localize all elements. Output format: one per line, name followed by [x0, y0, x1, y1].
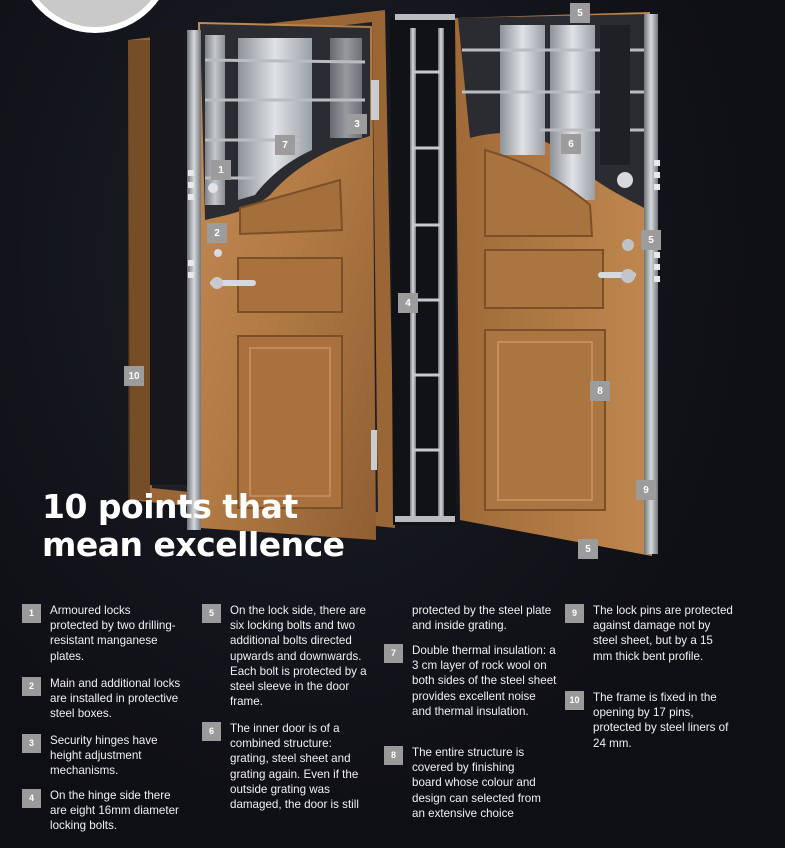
point-number: 10 [565, 691, 584, 710]
point-text: Security hinges have height adjustment mechanisms. [50, 734, 158, 778]
point-number: 8 [384, 746, 403, 765]
right-door-leaf [455, 12, 660, 556]
callout-badge: 10 [124, 366, 144, 386]
point-text: Main and additional locks are installed in protective steel boxes. [50, 677, 181, 721]
point-number: 5 [202, 604, 221, 623]
callout-badge: 5 [578, 539, 598, 559]
callout-badge: 4 [398, 293, 418, 313]
point-text: The lock pins are protected against damage not by steel sheet, but by a 15 mm thick bent profile. [593, 604, 733, 663]
point-number: 6 [202, 722, 221, 741]
point-number: 4 [22, 789, 41, 808]
callout-badge: 9 [636, 480, 656, 500]
callout-badge: 2 [207, 223, 227, 243]
point-text: Armoured locks protected by two drilling-resistant manganese plates. [50, 604, 176, 663]
headline-line-1: 10 points that [42, 487, 298, 526]
point-text: The entire structure is covered by finishing board whose colour and design can selected from an extensive choice [412, 746, 541, 820]
callout-badge: 3 [347, 114, 367, 134]
point-number: 2 [22, 677, 41, 696]
headline [42, 488, 345, 564]
corner-circle [20, 0, 170, 30]
point-number: 7 [384, 644, 403, 663]
point-number: 3 [22, 734, 41, 753]
point-text: protected by the steel plate and inside grating. [412, 604, 552, 633]
callout-badge: 1 [211, 160, 231, 180]
callout-badge: 6 [561, 134, 581, 154]
point-number: 9 [565, 604, 584, 623]
callout-badge: 8 [590, 381, 610, 401]
point-text: On the hinge side there are eight 16mm diameter locking bolts. [50, 789, 179, 833]
point-text: On the lock side, there are six locking bolts and two additional bolts directed upwards and downwards. Each bolt is protected by a steel sleeve in the door frame. [230, 604, 367, 709]
point-number: 1 [22, 604, 41, 623]
left-door-leaf [187, 22, 379, 540]
point-text: The frame is fixed in the opening by 17 pins, protected by steel liners of 24 mm. [593, 691, 729, 750]
steel-frame [390, 14, 456, 525]
headline-line-2: mean excellence [42, 525, 345, 564]
callout-badge: 7 [275, 135, 295, 155]
callout-badge: 5 [641, 230, 661, 250]
point-text: Double thermal insulation: a 3 cm layer of rock wool on both sides of the steel sheet provides excellent noise and thermal insulation. [412, 644, 557, 718]
point-text: The inner door is of a combined structure: grating, steel sheet and grating again. Even if the outside grating was damaged, the door is still [230, 722, 359, 812]
callout-badge: 5 [570, 3, 590, 23]
